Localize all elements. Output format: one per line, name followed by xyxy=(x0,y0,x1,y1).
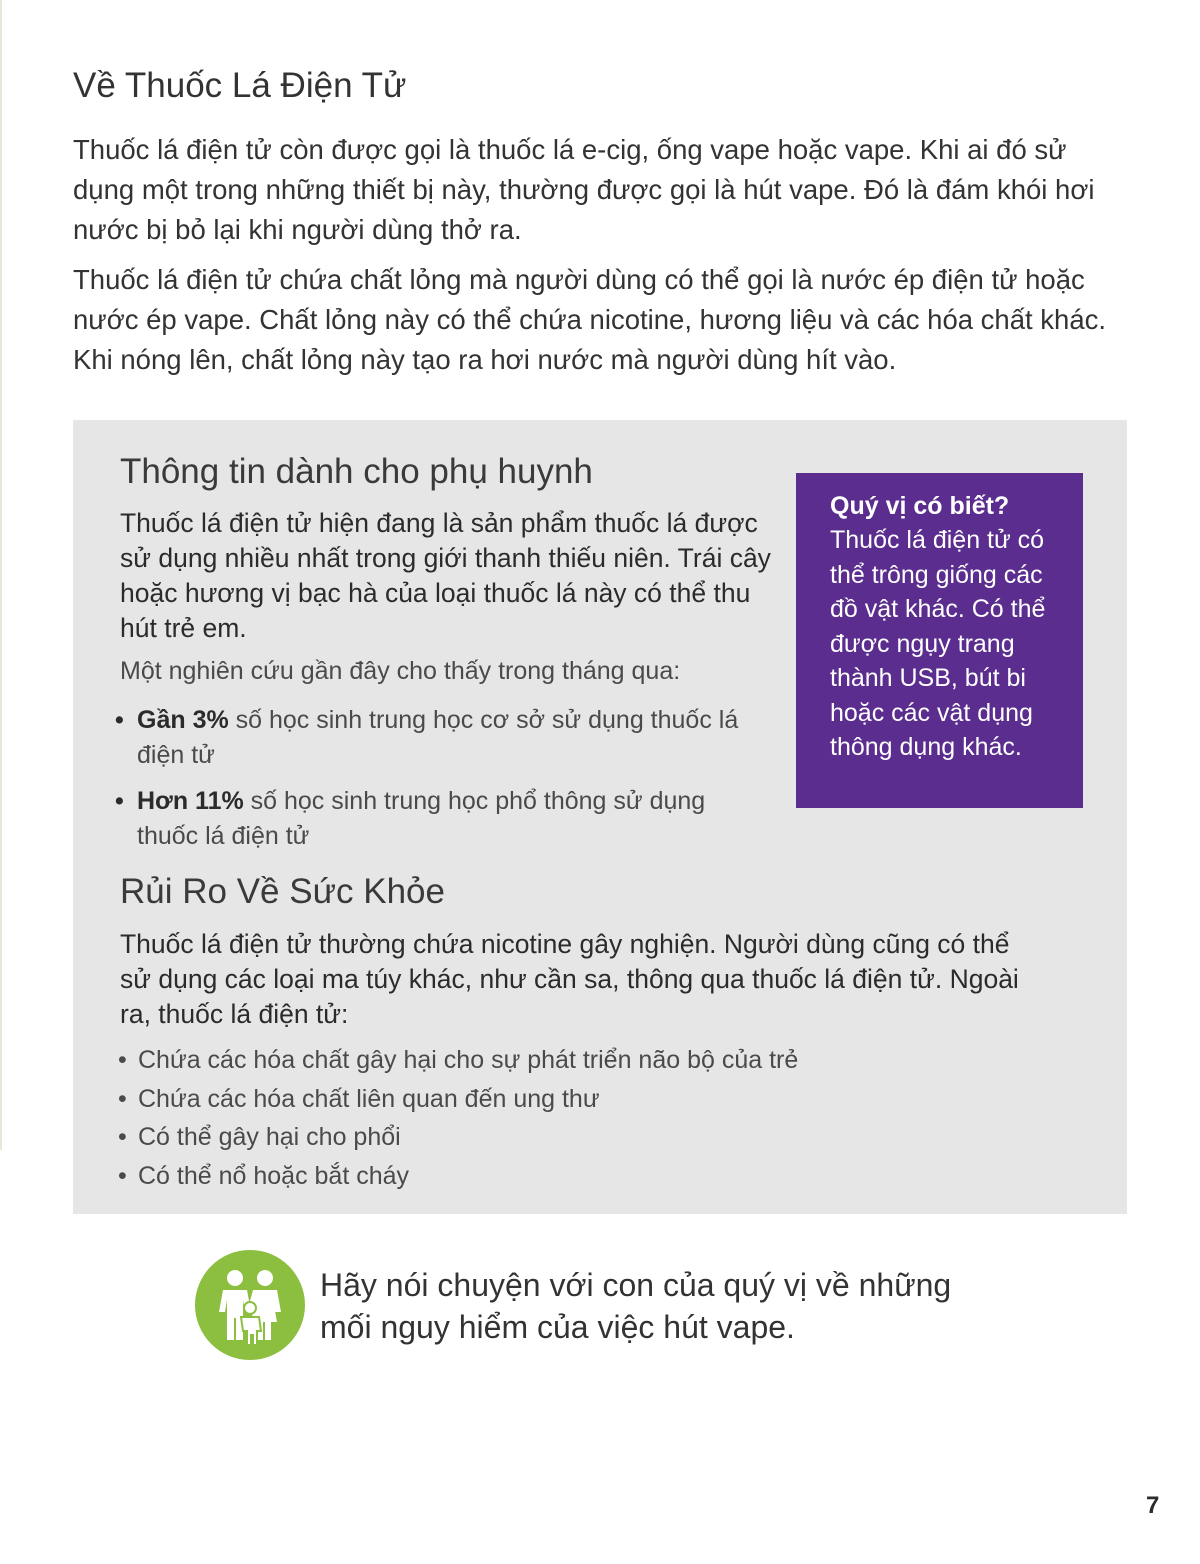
family-icon xyxy=(195,1250,305,1360)
bullet-icon: • xyxy=(118,1123,127,1151)
risk-text: Có thể nổ hoặc bắt cháy xyxy=(138,1161,410,1190)
parents-lead: Thuốc lá điện tử hiện đang là sản phẩm thuốc lá được sử dụng nhiều nhất trong giới thanh thiếu niên. Trái cây hoặc hương vị bạc hà của loại thuốc lá này có thể thu hút trẻ em. xyxy=(120,508,771,643)
health-lead: Thuốc lá điện tử thường chứa nicotine gây nghiện. Người dùng cũng có thể sử dụng các loại ma túy khác, như cần sa, thông qua thuốc lá điện tử. Ngoài ra, thuốc lá điện tử: xyxy=(120,929,1019,1029)
callout-text: Thuốc lá điện tử có thể trông giống các đồ vật khác. Có thể được ngụy trang thành USB, bút bi hoặc các vật dụng thông dụng khác. xyxy=(830,526,1046,761)
parents-heading: Thông tin dành cho phụ huynh xyxy=(120,452,593,491)
page-edge-line xyxy=(0,0,2,1150)
risk-text: Chứa các hóa chất gây hại cho sự phát triển não bộ của trẻ xyxy=(138,1046,799,1074)
risk-text: Có thể gây hại cho phổi xyxy=(138,1123,401,1151)
risk-text: Chứa các hóa chất liên quan đến ung thư xyxy=(138,1084,600,1113)
callout-title: Quý vị có biết? xyxy=(830,492,1010,520)
intro-paragraph-1: Thuốc lá điện tử còn được gọi là thuốc lá e-cig, ống vape hoặc vape. Khi ai đó sử dụng một trong những thiết bị này, thường được gọi là hút vape. Đó là đám khói hơi nước bị bỏ lại khi người dùng thở ra. xyxy=(73,134,1095,245)
study-intro: Một nghiên cứu gần đây cho thấy trong tháng qua: xyxy=(120,657,681,685)
stats-list xyxy=(115,703,765,865)
intro-paragraph-2: Thuốc lá điện tử chứa chất lỏng mà người dùng có thể gọi là nước ép điện tử hoặc nước ép vape. Chất lỏng này có thể chứa nicotine, hương liệu và các hóa chất khác. Khi nóng lên, chất lỏng này tạo ra hơi nước mà người dùng hít vào. xyxy=(73,264,1107,375)
bullet-icon: • xyxy=(118,1046,127,1074)
stat-text: số học sinh trung học cơ sở sử dụng thuốc lá điện tử xyxy=(137,706,739,769)
health-heading: Rủi Ro Về Sức Khỏe xyxy=(120,872,445,911)
did-you-know-callout xyxy=(796,473,1083,808)
stat-bold: Gần 3% xyxy=(137,706,229,734)
risk-item xyxy=(118,1041,798,1080)
page-number: 7 xyxy=(1146,1492,1160,1519)
bullet-icon: • xyxy=(118,1084,127,1113)
cta-line-1: Hãy nói chuyện với con của quý vị về những xyxy=(320,1267,952,1303)
stat-item xyxy=(115,784,765,854)
stat-text: số học sinh trung học phổ thông sử dụng thuốc lá điện tử xyxy=(137,787,706,850)
stat-bold: Hơn 11% xyxy=(137,787,244,815)
intro-section xyxy=(73,130,1123,390)
risk-item xyxy=(118,1157,798,1196)
page-title: Về Thuốc Lá Điện Tử xyxy=(73,66,407,105)
risk-item xyxy=(118,1118,798,1157)
bullet-icon: • xyxy=(115,706,124,734)
bullet-icon: • xyxy=(115,787,124,815)
risks-list xyxy=(118,1041,798,1195)
call-to-action xyxy=(320,1264,951,1348)
cta-line-2: mối nguy hiểm của việc hút vape. xyxy=(320,1309,795,1345)
stat-item xyxy=(115,703,765,773)
bullet-icon: • xyxy=(118,1161,127,1190)
risk-item xyxy=(118,1080,798,1119)
